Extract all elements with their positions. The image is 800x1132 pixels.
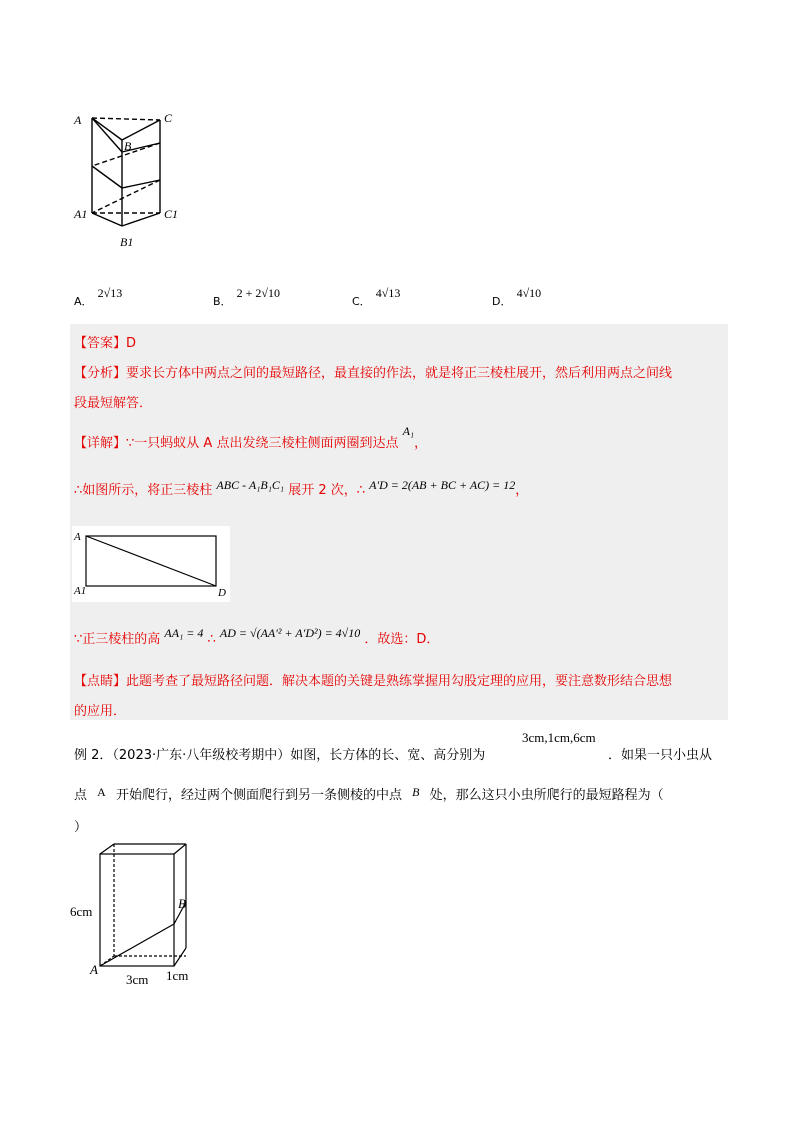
label-D: D (218, 587, 226, 599)
detail-line-1 (74, 424, 428, 451)
answer-line (74, 332, 136, 351)
label-B: B (124, 139, 132, 153)
label-A: A (90, 962, 98, 977)
detail-math: A₁ (402, 424, 415, 438)
analysis-tag: 【分析】 (74, 366, 127, 381)
cuboid-figure (70, 840, 210, 990)
detail-text: ∵正三棱柱的高 (74, 632, 161, 647)
example2-line-3 (74, 816, 87, 835)
detail-line-2 (74, 479, 528, 498)
label-A: A (74, 113, 82, 127)
example2-point-a: A (97, 785, 106, 799)
choice-expr: 2√13 (97, 286, 123, 300)
detail-text: ∴ (207, 632, 216, 647)
analysis-line-1 (74, 362, 672, 381)
example2-line-1 (74, 744, 485, 763)
choice-letter: D． (492, 295, 512, 308)
label-C1: C1 (164, 207, 179, 221)
choice-a (74, 282, 123, 308)
answer-value: D (126, 336, 137, 351)
choice-letter: A． (74, 295, 93, 308)
detail-text: 展开 2 次，∴ (288, 483, 365, 498)
label-C: C (164, 111, 173, 125)
example2-text: 例 2．（2023·广东·八年级校考期中）如图，长方体的长、宽、高分别为 (74, 748, 486, 763)
example2-text-end: ．如果一只小虫从 (608, 748, 713, 763)
comment-line-2 (74, 700, 126, 719)
choice-d (492, 282, 542, 308)
choice-expr: 4√10 (516, 286, 542, 300)
detail-end: ， (414, 436, 428, 451)
example2-text: 点 (74, 788, 88, 803)
comment-text: 此题考查了最短路径问题．解决本题的关键是熟练掌握用勾股定理的应用，要注意数形结合思想 (126, 674, 673, 689)
answer-panel (70, 324, 728, 720)
choice-c (352, 282, 401, 308)
choice-b (213, 282, 280, 308)
unfold-figure (72, 526, 230, 602)
comment-text-cont: 的应用． (74, 704, 127, 719)
label-height: 6cm (70, 904, 93, 919)
detail-line-3 (74, 628, 439, 647)
detail-text: ∴如图所示，将正三棱柱 (74, 483, 213, 498)
label-width: 1cm (166, 968, 189, 983)
example2-paren: ） (74, 820, 88, 835)
comment-line-1 (74, 670, 672, 689)
answer-tag: 【答案】 (74, 336, 127, 351)
detail-tag: 【详解】 (74, 436, 127, 451)
choice-letter: C． (352, 295, 371, 308)
analysis-text: 要求长方体中两点之间的最短路径，最直接的作法，就是将正三棱柱展开，然后利用两点之间线 (126, 366, 673, 381)
example2-point-b: B (412, 785, 420, 799)
detail-text: ．故选：D． (364, 632, 440, 647)
example2-line-2 (74, 784, 664, 803)
analysis-text-cont: 段最短解答． (74, 396, 153, 411)
detail-math: AA₁ = 4 (164, 626, 204, 640)
choice-expr: 2 + 2√10 (236, 286, 280, 300)
choice-letter: B． (213, 295, 232, 308)
example2-dims: 3cm,1cm,6cm (522, 730, 596, 745)
detail-math: A′D = 2(AB + BC + AC) = 12 (369, 478, 516, 492)
label-A1: A1 (74, 585, 87, 597)
detail-math: AD = √(AA′² + A′D²) = 4√10 (219, 626, 361, 640)
detail-text: ∵一只蚂蚁从 A 点出发绕三棱柱侧面两圈到达点 (126, 436, 399, 451)
choice-expr: 4√13 (375, 286, 401, 300)
prism-figure (72, 108, 182, 258)
example2-text: 处，那么这只小虫所爬行的最短路程为（ (429, 788, 664, 803)
label-A1: A1 (74, 207, 88, 221)
label-length: 3cm (126, 972, 149, 987)
detail-end: ， (515, 483, 529, 498)
comment-tag: 【点睛】 (74, 674, 127, 689)
analysis-line-2 (74, 392, 152, 411)
label-B1: B1 (120, 235, 134, 249)
example2-text: 开始爬行，经过两个侧面爬行到另一条侧棱的中点 (115, 788, 402, 803)
detail-math: ABC - A₁B₁C₁ (216, 478, 285, 492)
label-B: B (178, 896, 186, 911)
label-A: A (74, 531, 81, 543)
